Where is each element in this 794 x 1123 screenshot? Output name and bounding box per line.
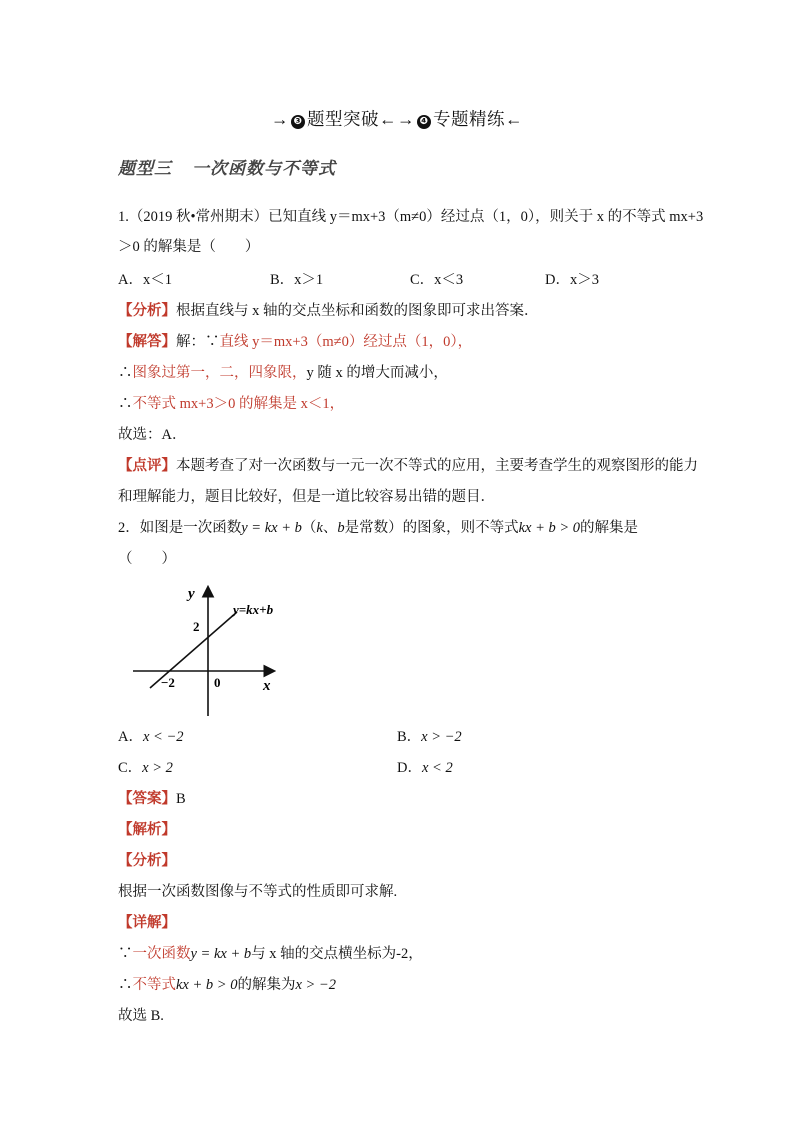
number-4-badge-icon: ❹ [417,115,431,129]
q1-comment-line2: 和理解能力，题目比较好，但是一道比较容易出错的题目． [118,489,495,505]
q2-detail1 [118,944,423,964]
q2-stem-line1 [118,518,638,538]
q2-stem-line2: （ ） [118,551,176,567]
q1-step2-red: 图象过第一，二，四象限， [132,365,307,381]
q2-stem-k: k [316,520,323,536]
q2-stem-func: y = kx + b [241,520,302,536]
q2-option-a [118,727,184,747]
q2-option-d-letter: D． [397,760,422,776]
q1-solution-tag: 【解答】 [118,334,176,350]
linear-function-graph [125,578,295,718]
q1-solution [118,332,472,352]
q1-comment-line1 [118,456,698,476]
q2-analysis-tag [118,851,176,871]
y-axis-label: y [188,586,195,602]
q2-option-b-letter: B． [397,729,422,745]
q1-analysis [118,301,539,321]
q2-stem-ineq: kx + b > 0 [518,520,581,536]
section-label: 题型三 [118,159,172,179]
line-label: y=kx+b [233,602,274,617]
q2-detail1-rest: 与 x 轴的交点横坐标为-2， [251,946,423,962]
arrow-right: → [271,109,289,129]
q2-stem-c: 、 [322,520,338,536]
q2-detail2-mid: 的解集为 [237,977,296,993]
q2-option-c [118,758,173,778]
y-intercept-label: 2 [193,619,200,634]
q2-stem-e: 的解集是 [580,520,639,536]
q2-detail2-red: 不等式 [132,977,176,993]
q1-option-d: D．x＞3 [545,272,599,288]
q2-stem-a: 2．如图是一次函数 [118,520,242,536]
q2-detail-tag [118,913,176,933]
section-topic: 一次函数与不等式 [192,159,336,179]
section-title [118,154,336,179]
q2-detail2-prefix: ∴ [118,977,133,993]
q1-step3 [118,394,344,414]
number-3-badge-icon: ❸ [291,115,305,129]
q2-detail1-prefix: ∵ [118,946,133,962]
q2-option-d [397,758,453,778]
q2-explain-tag-text: 【解析】 [118,822,176,838]
q2-analysis-text: 根据一次函数图像与不等式的性质即可求解. [118,884,398,900]
q2-stem-bb: b [337,520,345,536]
q2-detail2 [118,975,336,995]
q2-detail2-sol: x > −2 [295,977,336,993]
q1-option-a: A．x＜1 [118,272,172,288]
q2-option-c-expr: x > 2 [142,760,173,776]
q1-step2 [118,363,448,383]
q2-option-a-expr: x < −2 [142,729,184,745]
page-header [0,106,794,131]
q1-solution-prefix: 解：∵ [176,334,220,350]
arrow-left: ← [505,109,523,129]
q1-solution-red1: 直线 y＝mx+3（m≠0）经过点（1，0）， [219,334,473,350]
q2-stem-b: （ [301,520,317,536]
q1-comment-tag: 【点评】 [118,458,176,474]
q1-answer: 故选：A． [118,427,187,443]
q2-option-d-expr: x < 2 [421,760,453,776]
x-intercept-label: −2 [161,675,175,690]
q2-detail2-ineq: kx + b > 0 [176,977,238,993]
q2-option-b-expr: x > −2 [421,729,462,745]
q2-final: 故选 B. [118,1008,164,1024]
header-part1: 题型突破 [307,109,379,129]
q2-analysis-tag-text: 【分析】 [118,853,176,869]
q1-comment-text1: 本题考查了对一次函数与一元一次不等式的应用，主要考查学生的观察图形的能力 [176,458,698,474]
q1-step2-prefix: ∴ [118,365,133,381]
header-part2: 专题精练 [433,109,505,129]
q2-answer-tag: 【答案】 [118,791,176,807]
q2-explain-tag [118,820,176,840]
q2-answer-value: B [176,791,186,807]
q1-stem-line1: 1.（2019 秋•常州期末）已知直线 y＝mx+3（m≠0）经过点（1，0），则关于 x 的不等式 mx+3 [118,209,704,225]
q2-option-a-letter: A． [118,729,143,745]
arrow-both: ←→ [379,109,415,129]
q2-option-c-letter: C． [118,760,143,776]
q2-answer [118,789,186,809]
q2-detail1-red: 一次函数 [132,946,191,962]
x-axis-label: x [263,678,271,694]
q1-step3-red: 不等式 mx+3＞0 的解集是 x＜1， [132,396,345,412]
q2-option-b [397,727,462,747]
q2-stem-d: 是常数）的图象，则不等式 [344,520,519,536]
q1-step2-rest: y 随 x 的增大而减小， [306,365,448,381]
q2-detail-tag-text: 【详解】 [118,915,176,931]
origin-label: 0 [214,675,221,690]
q1-option-b: B．x＞1 [270,272,324,288]
q1-stem-line2: ＞0 的解集是（ ） [118,239,260,255]
q1-analysis-text: 根据直线与 x 轴的交点坐标和函数的图象即可求出答案． [176,303,539,319]
q1-step3-prefix: ∴ [118,396,133,412]
q2-detail1-func: y = kx + b [190,946,252,962]
q1-analysis-tag: 【分析】 [118,303,176,319]
q1-option-c: C．x＜3 [410,272,464,288]
